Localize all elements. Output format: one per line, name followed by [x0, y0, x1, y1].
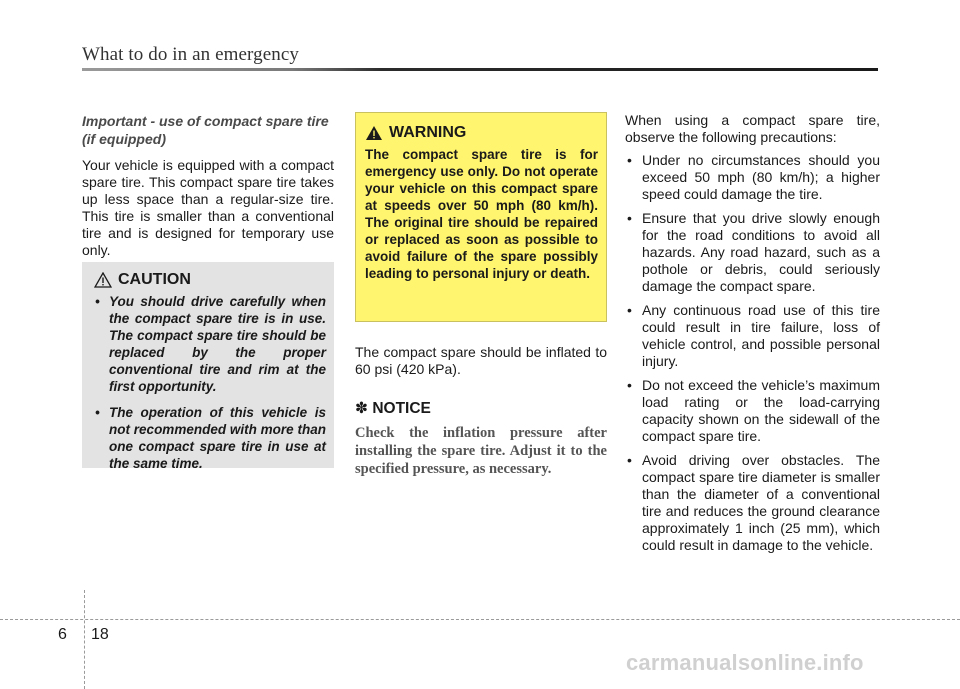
precautions-list — [625, 152, 880, 554]
precaution-item: • Under no circumstances should you exceed 50 mph (80 km/h); a higher speed could damage the tire. — [625, 152, 880, 203]
notice-heading — [355, 399, 431, 419]
warning-heading-label: WARNING — [389, 124, 467, 141]
chapter-number: 6 — [58, 626, 67, 643]
column-right — [625, 112, 880, 561]
inflation-text: The compact spare should be inflated to 60 psi (420 kPa). — [355, 344, 607, 377]
warning-box — [355, 112, 607, 322]
section-body: Your vehicle is equipped with a compact spare tire. This compact spare tire takes up less space than a regular-size tire. This tire is smaller than a conventional tire and is designed for temporary use only. — [82, 157, 334, 258]
section-title: Important - use of compact spare tire (if equipped) — [82, 113, 329, 147]
header-title: What to do in an emergency — [82, 44, 299, 65]
warning-triangle-icon — [365, 125, 383, 141]
precaution-item: • Do not exceed the vehicle’s maximum load rating or the load-carrying capacity shown on the sidewall of the compact spare tire. — [625, 377, 880, 445]
caution-triangle-icon — [94, 272, 112, 288]
column-left — [82, 112, 334, 259]
caution-list — [94, 293, 326, 472]
precaution-item: • Avoid driving over obstacles. The compact spare tire diameter is smaller than the diameter of a conventional tire and reduces the ground clearance approximately 1 inch (25 mm), which could result in damage to the vehicle. — [625, 452, 880, 554]
caution-heading — [94, 270, 326, 290]
precautions-intro: When using a compact spare tire, observe the following precautions: — [625, 112, 880, 145]
caution-item: • The operation of this vehicle is not recommended with more than one compact spare tire in use at the same time. — [94, 404, 326, 472]
notice-symbol-icon: ✽ — [355, 400, 368, 417]
footer-divider — [84, 590, 85, 689]
caution-box — [82, 262, 334, 471]
warning-heading — [365, 123, 598, 143]
precaution-item: • Ensure that you drive slowly enough for the road conditions to avoid all hazards. Any road hazard, such as a pothole or debris, could seriously damage the compact spare. — [625, 210, 880, 295]
caution-heading-label: CAUTION — [118, 271, 191, 288]
notice-text: Check the inflation pressure after installing the spare tire. Adjust it to the specified pressure, as necessary. — [355, 425, 607, 477]
footer-rule — [0, 619, 960, 620]
warning-text: The compact spare tire is for emergency use only. Do not operate your vehicle on this compact spare at speeds over 50 mph (80 km/h). The original tire should be repaired or replaced as soon as possible to avoid failure of the spare possibly leading to personal injury or death. — [365, 147, 598, 281]
notice-heading-label: NOTICE — [372, 400, 431, 417]
page-number: 18 — [91, 626, 109, 643]
caution-item: • You should drive carefully when the compact spare tire is in use. The compact spare tire should be replaced by the proper conventional tire and rim at the first opportunity. — [94, 293, 326, 395]
header-rule — [82, 68, 878, 71]
precaution-item: • Any continuous road use of this tire could result in tire failure, loss of vehicle control, and possible personal injury. — [625, 302, 880, 370]
watermark: carmanualsonline.info — [626, 650, 864, 675]
